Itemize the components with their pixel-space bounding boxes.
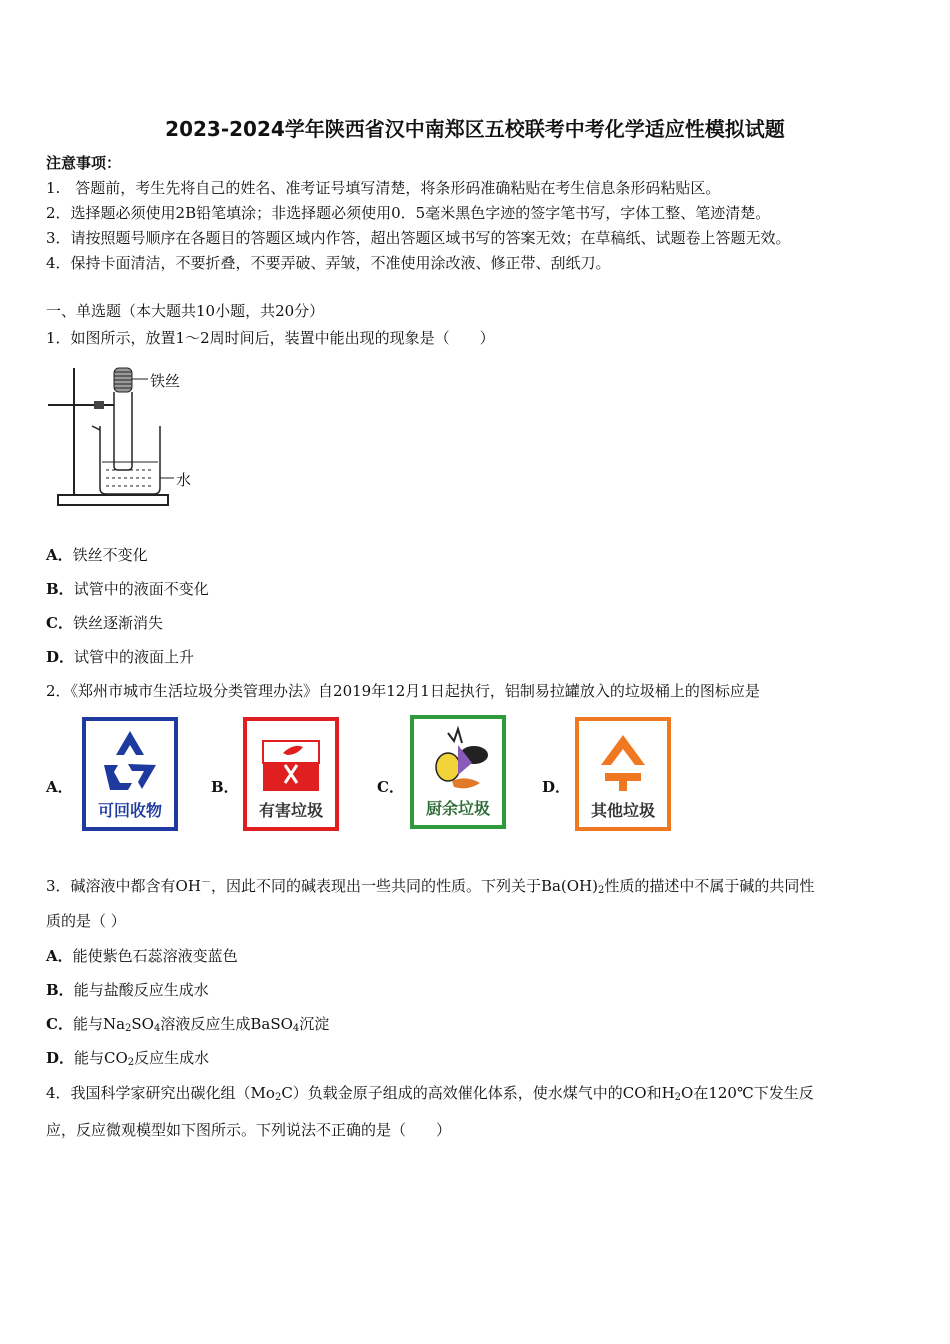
bin-label: 有害垃圾 [258,801,323,820]
q1-option-d: D．试管中的液面上升 [46,648,195,666]
section-heading: 一、单选题（本大题共10小题，共20分） [46,302,325,320]
q2-stem: 2．《郑州市城市生活垃圾分类管理办法》自2019年12月1日起执行，铝制易拉罐放入的垃圾桶上的图标应是 [46,682,760,700]
notice-item: 4．保持卡面清洁，不要折叠，不要弄破、弄皱，不准使用涂改液、修正带、刮纸刀。 [46,254,611,272]
q2-letter-d: D． [542,778,571,796]
notice-item: 1. 答题前，考生先将自己的姓名、准考证号填写清楚，将条形码准确粘贴在考生信息条形码粘贴区。 [46,179,721,197]
q3-option-a: A．能使紫色石蕊溶液变蓝色 [46,947,238,965]
iron-wire-label: 铁丝 [150,372,181,390]
q1-option-b: B．试管中的液面不变化 [46,580,209,598]
q4-stem-line2: 应，反应微观模型如下图所示。下列说法不正确的是（ ） [46,1121,452,1139]
bin-label: 厨余垃圾 [425,799,490,818]
q1-apparatus-figure [44,362,204,512]
bin-label: 可回收物 [97,801,162,820]
notice-heading: 注意事项： [46,154,122,172]
q4-stem-line1: 4．我国科学家研究出碳化组$(Mo_2C)$负载金原子组成的高效催化体系，使水煤气中的CO和$H_2O$在120℃下发生反 [46,1084,814,1103]
q3-option-d: D．能与$CO_2$反应生成水 [46,1049,210,1068]
q3-stem-line2: 质的是（ ） [46,912,126,930]
recycle-icon [86,721,174,801]
q2-letter-b: B． [211,778,239,796]
kitchen-waste-bin-icon [410,715,506,829]
notice-item: 3．请按照题号顺序在各题目的答题区域内作答，超出答题区域书写的答案无效；在草稿纸、试题卷上答题无效。 [46,229,791,247]
q1-option-c: C．铁丝逐渐消失 [46,614,163,632]
notice-item: 2．选择题必须使用2B铅笔填涂；非选择题必须使用0．5毫米黑色字迹的签字笔书写，字体工整、笔迹清楚。 [46,204,771,222]
other-waste-icon [579,721,667,801]
water-label: 水 [176,471,192,489]
q3-option-c: C．能与$Na_2SO_4$溶液反应生成BaSO$_4$沉淀 [46,1015,330,1034]
hazardous-bin-icon [243,717,339,831]
q1-stem: 1．如图所示，放置1～2周时间后，装置中能出现的现象是（ ） [46,329,495,347]
other-waste-bin-icon [575,717,671,831]
q3-option-b: B．能与盐酸反应生成水 [46,981,209,999]
recyclable-bin-icon [82,717,178,831]
page-title: 2023-2024学年陕西省汉中南郑区五校联考中考化学适应性模拟试题 [165,117,785,141]
food-waste-icon [414,719,502,799]
q3-stem-line1: 3．碱溶液中都含有OH－，因此不同的碱表现出一些共同的性质。下列关于$Ba(OH)_2$性质的描述中不属于碱的共同性 [46,877,815,896]
q2-letter-a: A． [46,778,73,796]
hazard-icon [247,721,335,801]
bin-label: 其他垃圾 [590,801,655,820]
q1-option-a: A．铁丝不变化 [46,546,148,564]
q2-letter-c: C． [377,778,404,796]
